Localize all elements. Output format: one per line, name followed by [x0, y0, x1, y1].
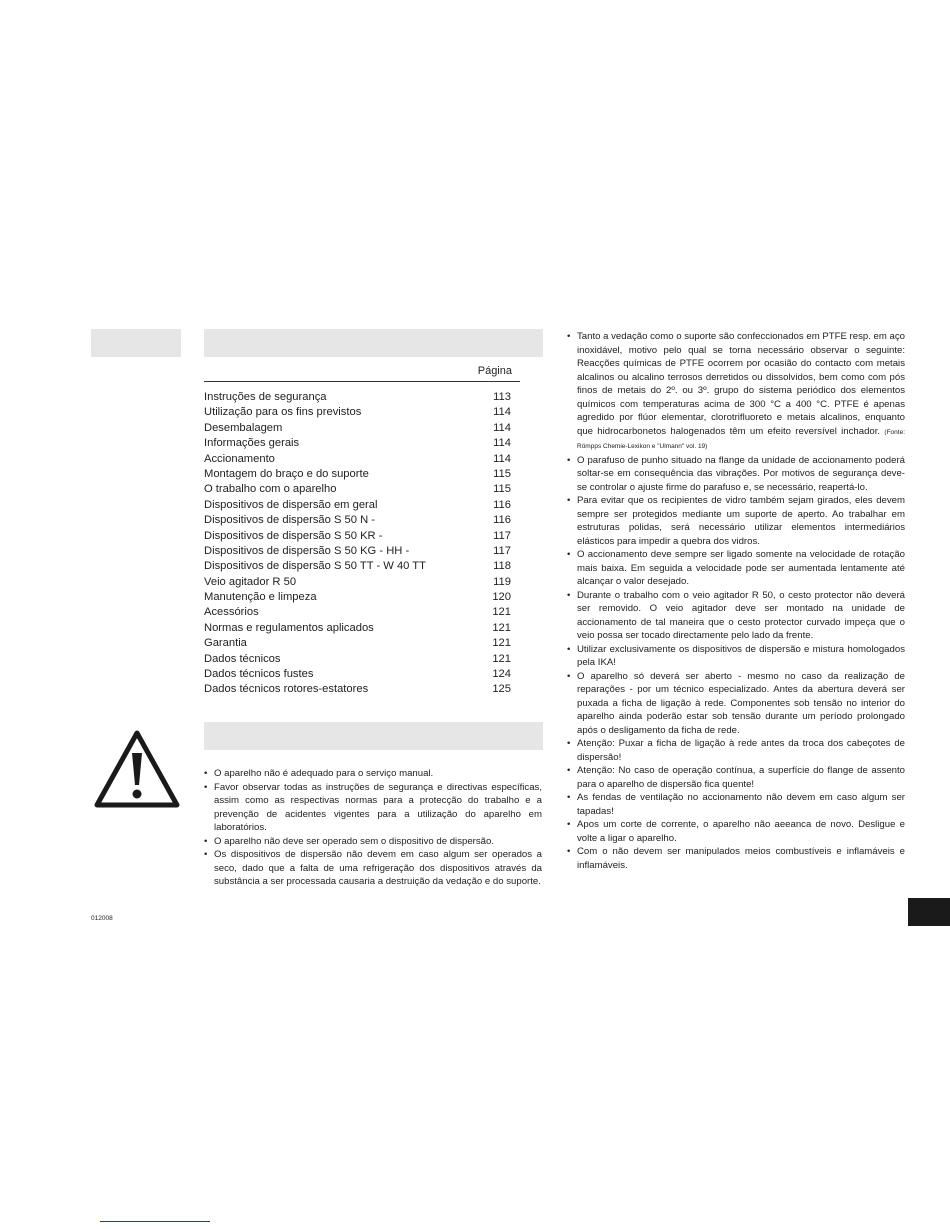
toc-entry	[204, 652, 511, 667]
warning-triangle-icon	[93, 729, 181, 809]
safety-list-left	[204, 767, 542, 889]
list-item: • O parafuso de punho situado na flange da unidade de accionamento poderá soltar-se em consequência das vibrações. Por motivos de segurança deve-se controlar o ajuste firme do parafuso e, se necessário, reapertá-lo.	[567, 454, 905, 495]
list-item: • Com o não devem ser manipulados meios combustíveis e inflamáveis e inflamáveis.	[567, 845, 905, 872]
toc-entry-page: 114	[493, 421, 511, 434]
toc-entry-title: Dispositivos de dispersão em geral	[204, 498, 378, 511]
toc-entry-page: 121	[492, 606, 511, 619]
toc-entry-title: Normas e regulamentos aplicados	[204, 621, 374, 634]
list-item: • Para evitar que os recipientes de vidro também sejam girados, eles devem sempre ser protegidos mediante um suporte de aperto. Ao trabalhar em estruturas polidas, será necessário utilizar elementos intermediários elásticos para impedir a quebra dos vidros.	[567, 494, 905, 548]
toc-entry-page: 113	[493, 391, 511, 403]
safety-heading-bar	[204, 722, 543, 750]
toc-entry-title: Instruções de segurança	[204, 391, 327, 403]
toc-entry-title: Informações gerais	[204, 437, 300, 450]
toc-entry	[204, 621, 511, 636]
toc-entry	[204, 559, 511, 574]
toc-entry-page: 115	[493, 483, 511, 496]
toc-entry-title: Garantia	[204, 637, 247, 650]
section-marker-tab	[91, 329, 181, 357]
toc-entry-title: Dispositivos de dispersão S 50 N -	[204, 514, 375, 527]
toc-page-column-label: Página	[477, 365, 512, 377]
toc-entry-page: 124	[492, 668, 511, 681]
toc-entry	[204, 590, 511, 605]
toc-entry	[204, 636, 511, 651]
toc-entry-title: Utilização para os fins previstos	[204, 406, 362, 419]
toc-entry-page: 121	[492, 637, 511, 650]
toc-entry-page: 116	[493, 498, 511, 511]
toc-entry-title: O trabalho com o aparelho	[204, 483, 337, 496]
contents-heading-bar	[204, 329, 543, 357]
toc-entry	[204, 482, 511, 497]
toc-entry-title: Accionamento	[204, 452, 275, 465]
toc-entry-title: Veio agitador R 50	[204, 575, 297, 588]
document-code: 012008	[91, 915, 113, 922]
toc-entry	[204, 544, 511, 559]
toc-entry	[204, 467, 511, 482]
list-item: • Durante o trabalho com o veio agitador R 50, o cesto protector não deverá ser removido. O veio agitador deve ser montado na unidade de accionamento de tal maneira que o cesto protector curvado impeça que o veio possa ser tocado directamente pelo lado da frente.	[567, 589, 905, 643]
toc-entry-title: Dados técnicos	[204, 652, 281, 665]
toc-entry-page: 120	[492, 591, 511, 604]
toc-entry-title: Dispositivos de dispersão S 50 KG - HH -	[204, 544, 410, 557]
toc-entry	[204, 452, 511, 467]
list-item: • Os dispositivos de dispersão não devem em caso algum ser operados a seco, dado que a falta de uma refrigeração dos dispositivos através da substância a ser processada causaria a destruição da vedação e do suporte.	[204, 848, 542, 889]
toc-entry-page: 118	[493, 560, 511, 573]
toc-entry	[204, 667, 511, 682]
list-item	[567, 330, 905, 454]
toc-entry	[204, 513, 511, 528]
toc-entry-page: 117	[493, 544, 511, 557]
list-item: • O accionamento deve sempre ser ligado somente na velocidade de rotação mais baixa. Em seguida a velocidade pode ser aumentada lentamente até alcançar o valor desejado.	[567, 548, 905, 589]
ptfe-note: Tanto a vedação como o suporte são confeccionados em PTFE resp. em aço inoxidável, motivo pelo qual se torna necessário observar o seguinte: Reacções químicas de PTFE ocorrem por ocasião do contacto com metais alcalinos ou alcalino terrosos derretidos ou dissolvidos, bem como com pós finos de metais do 2º. ou 3º. grupo do sistema periódico dos elementos químicos com temperaturas acima de 300 °C a 400 °C. PTFE é apenas agredido por flúor elementar, clorotrifluoreto e metais alcalinos, enquanto que hidrocarbonetos halogenados têm um efeito reversível inchador.	[577, 331, 905, 437]
toc-entry	[204, 575, 511, 590]
toc-entry-page: 114	[493, 437, 511, 450]
list-item: • Utilizar exclusivamente os dispositivos de dispersão e mistura homologados pela IKA!	[567, 643, 905, 670]
toc-entry	[204, 405, 511, 420]
toc-entry-title: Dispositivos de dispersão S 50 KR -	[204, 529, 383, 542]
toc-entry	[204, 605, 511, 620]
toc-entry-title: Desembalagem	[204, 421, 283, 434]
toc-entry-page: 125	[492, 683, 511, 696]
list-item: • Atenção: Puxar a ficha de ligação à rede antes da troca dos cabeçotes de dispersão!	[567, 737, 905, 764]
toc-entry	[204, 529, 511, 544]
list-item: • O aparelho não é adequado para o serviço manual.	[204, 767, 542, 781]
list-item: • Apos um corte de corrente, o aparelho não aeeanca de novo. Desligue e volte a ligar o aparelho.	[567, 818, 905, 845]
toc-entry-page: 117	[493, 529, 511, 542]
footer-rule	[100, 1221, 210, 1222]
toc-entry	[204, 390, 511, 405]
language-page-tab	[908, 898, 950, 926]
toc-entry-page: 121	[492, 652, 511, 665]
source-note: (Fonte: Römpps Chemie-Lexikon e "Ulmann" vol. 19)	[577, 428, 905, 450]
toc-entry-title: Dados técnicos rotores-estatores	[204, 683, 369, 696]
toc-entry	[204, 421, 511, 436]
list-item: • O aparelho só deverá ser aberto - mesmo no caso da realização de reparações - por um técnico especializado. Antes da abertura deverá ser puxada a ficha de ligação à rede. Componentes sob tensão no interior do aparelho ainda poderão estar sob tensão durante um período prolongado após o desligamento da ficha de rede.	[567, 670, 905, 738]
toc-entry	[204, 498, 511, 513]
toc-entry-title: Manutenção e limpeza	[204, 591, 317, 604]
table-of-contents	[204, 390, 511, 698]
toc-entry-title: Montagem do braço e do suporte	[204, 467, 369, 480]
toc-entry-title: Dispositivos de dispersão S 50 TT - W 40 TT	[204, 560, 426, 573]
toc-entry-page: 114	[493, 452, 511, 465]
list-item: • Favor observar todas as instruções de segurança e directivas específicas, assim como as respectivas normas para a protecção do trabalho e a prevenção de acidentes vigentes para a utilização do aparelho em laboratórios.	[204, 781, 542, 835]
list-item: • O aparelho não deve ser operado sem o dispositivo de dispersão.	[204, 835, 542, 849]
toc-entry	[204, 682, 511, 697]
toc-entry-page: 119	[493, 575, 511, 588]
toc-entry-page: 115	[493, 467, 511, 480]
toc-entry-page: 121	[492, 621, 511, 634]
safety-list-right	[567, 330, 905, 872]
toc-entry-page: 114	[493, 406, 511, 419]
toc-entry-page: 116	[493, 514, 511, 527]
toc-entry	[204, 436, 511, 451]
list-item: • As fendas de ventilação no accionamento não devem em caso algum ser tapadas!	[567, 791, 905, 818]
toc-entry-title: Dados técnicos fustes	[204, 668, 314, 681]
toc-header	[204, 365, 520, 382]
toc-entry-title: Acessórios	[204, 606, 259, 619]
list-item: • Atenção: No caso de operação contínua, a superfície do flange de assento para o aparelho de dispersão fica quente!	[567, 764, 905, 791]
